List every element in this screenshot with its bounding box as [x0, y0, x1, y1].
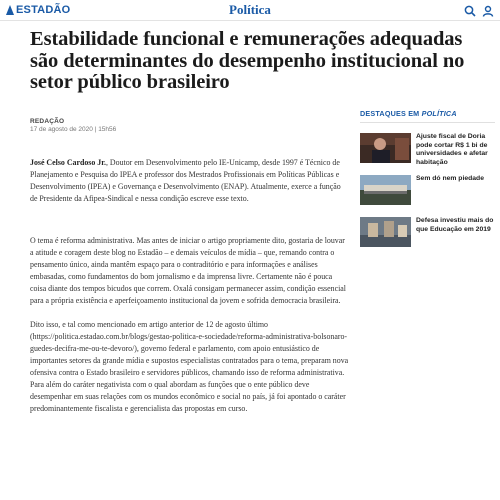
- author-paragraph: [30, 157, 350, 205]
- highlight-headline[interactable]: Defesa investiu mais do que Educação em 2019: [416, 217, 494, 233]
- header-actions: [464, 4, 494, 16]
- author-bio: , Doutor em Desenvolvimento pelo IE-Unicamp, desde 1997 é Técnico de Planejamento e Pesquisa do IPEA e professor dos Mestrados Profissionais em Políticas Públicas e Desenvolvimento (IPEA) e Governança e Desenvolvimento (ENAP). Atualmente, exerce a função de Presidente da Afipea-Sindical e nessa condição escreve esse texto.: [30, 158, 341, 203]
- highlight-item[interactable]: [360, 175, 495, 207]
- article-body: [30, 157, 350, 427]
- brand-name: ESTADÃO: [16, 4, 71, 16]
- body-paragraph: O tema é reforma administrativa. Mas antes de iniciar o artigo propriamente dito, gostaria de louvar a atitude e coragem deste blog no Estadão – e demais veículos de mídia – que, remando contra o pensamento único, ainda mantêm espaço para o contraditório e para informações e análises embasadas, como fundamentos do bom jornalismo e da imprensa livre. Certamente não é pouca coisa diante dos tempos bicudos que correm. Oxalá consigam permanecer assim, condição essencial para a própria existência e aperfeiçoamento institucional da jovem e sofrida democracia brasileira.: [30, 236, 346, 305]
- search-icon[interactable]: [464, 4, 476, 16]
- publish-date: 17 de agosto de 2020 | 15h56: [30, 126, 117, 133]
- top-bar: [0, 0, 500, 20]
- section-title[interactable]: Política: [229, 2, 271, 17]
- header-divider: [0, 20, 500, 21]
- highlight-item[interactable]: [360, 133, 495, 165]
- sidebar-title: DESTAQUES EM POLÍTICA: [360, 109, 495, 123]
- byline[interactable]: REDAÇÃO: [30, 118, 65, 125]
- highlight-headline[interactable]: Sem dó nem piedade: [416, 175, 484, 182]
- highlight-thumbnail[interactable]: [360, 175, 411, 205]
- user-icon[interactable]: [482, 4, 494, 16]
- author-name: José Celso Cardoso Jr.: [30, 158, 106, 167]
- highlight-thumbnail[interactable]: [360, 133, 411, 163]
- highlight-headline[interactable]: Ajuste fiscal de Doria pode cortar R$ 1 bi de universidades e afetar habitação: [416, 133, 488, 166]
- highlights-sidebar: [360, 109, 495, 249]
- highlight-thumbnail[interactable]: [360, 217, 411, 247]
- article-title: Estabilidade funcional e remunerações adequadas são determinantes do desempenho institucional no setor público brasileiro: [30, 28, 465, 93]
- highlight-item[interactable]: [360, 217, 495, 249]
- body-paragraph: Dito isso, e tal como mencionado em artigo anterior de 12 de agosto último (https://politica.estadao.com.br/blogs/gestao-politica-e-sociedade/reforma-administrativa-bolsonaro-guedes-decifra-me-ou-te-devoro/), governo federal e parlamento, com apoio entusiástico de importantes setores da grande mídia e supostos especialistas contratados para o tema, preparam nova ofensiva contra o Estado brasileiro e servidores públicos, chamando isso de reforma administrativa. Para além do caráter negativista com o qual abordam as funções que o ente público deve desempenhar em suas relações com os mundos econômico e social no país, já foi apontado o caráter predominantemente fiscalista e gerencialista das propostas em curso.: [30, 320, 349, 413]
